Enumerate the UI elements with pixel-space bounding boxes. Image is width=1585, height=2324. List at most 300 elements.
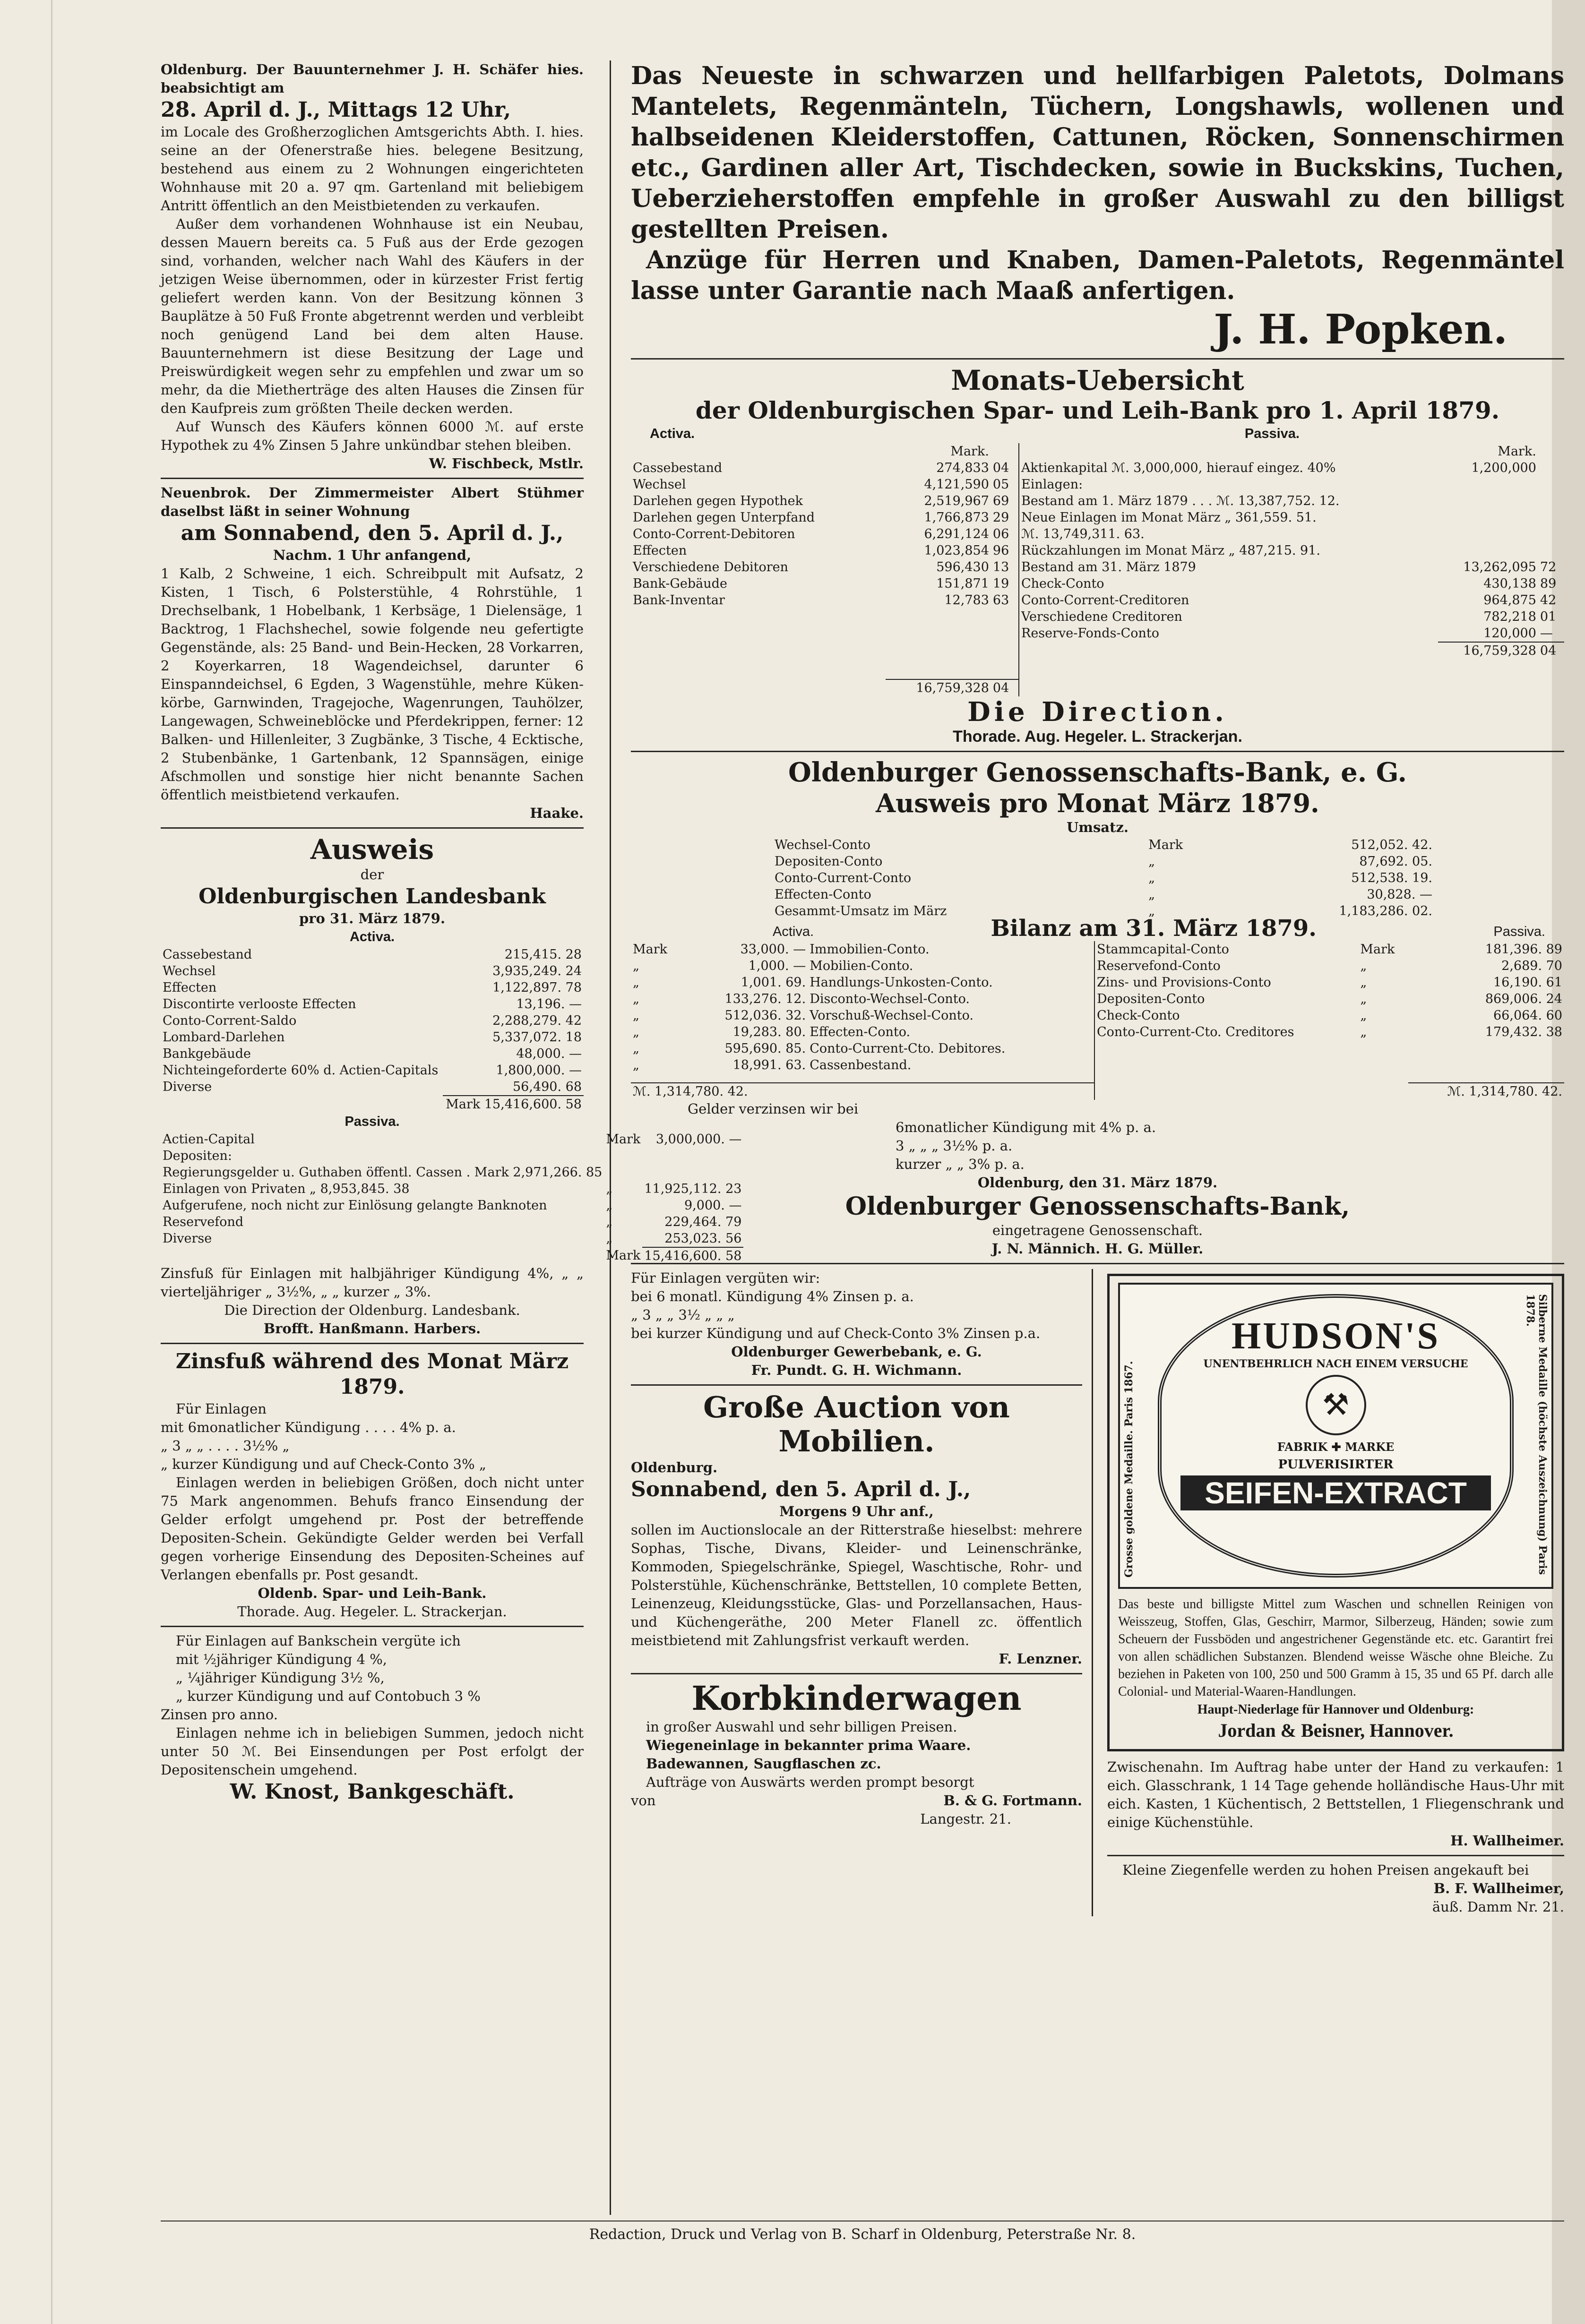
table-cell: Darlehen gegen Hypothek: [633, 494, 803, 508]
table-cell: Bestand am 1. März 1879 . . . ℳ. 13,387,752. 12.: [1021, 494, 1340, 508]
table-cell: 29: [992, 510, 1009, 525]
table-cell: 1,766,873: [924, 510, 989, 525]
logo-title: HUDSON'S: [1232, 1315, 1440, 1357]
table-cell: Wechsel: [633, 477, 686, 492]
table-row: [631, 509, 1018, 526]
activa-heading: Activa.: [349, 929, 395, 944]
ziegen-address: äuß. Damm Nr. 21.: [1432, 1899, 1564, 1915]
ad-signature: W. Fischbeck, Mstlr.: [429, 455, 584, 472]
table-row: [161, 996, 584, 1012]
ad-signature: Haake.: [530, 805, 584, 821]
signatories: Brofft. Hanßmann. Harbers.: [263, 1321, 481, 1337]
signatories: Fr. Pundt. G. H. Wichmann.: [751, 1362, 962, 1378]
gewerbe-line: bei kurzer Kündigung und auf Check-Conto 3% Zinsen p.a.: [631, 1325, 1041, 1341]
table-cell: „: [1360, 1025, 1367, 1039]
table-cell: 16,190. 61: [1493, 975, 1562, 990]
table-row: [631, 1057, 1094, 1073]
table-cell: 229,464. 79: [664, 1215, 742, 1229]
passiva-heading: Passiva.: [345, 1114, 400, 1129]
gen-sub: eingetragene Genossenschaft.: [992, 1222, 1203, 1238]
table-cell: Reservefond-Conto: [1097, 959, 1221, 973]
rates-line: „ kurzer Kündigung und auf Check-Conto 3% „: [161, 1456, 486, 1472]
table-cell: Neue Einlagen im Monat März „ 361,559. 51.: [1021, 510, 1317, 525]
monthly-activa-table: [631, 443, 1018, 696]
table-cell: [1438, 476, 1538, 493]
table-row: [631, 493, 1018, 509]
table-row: [161, 979, 584, 996]
gewerbe-line: bei 6 monatl. Kündigung 4% Zinsen p. a.: [631, 1288, 914, 1304]
table-cell: „: [1148, 871, 1155, 885]
table-cell: Gesammt-Umsatz im März: [775, 904, 947, 918]
gewerbebank-ad: [631, 1269, 1082, 1380]
table-row: [631, 559, 1018, 575]
table-cell: 72: [1540, 560, 1557, 575]
table-cell: Effecten: [633, 543, 687, 558]
ad-schaefer: [161, 60, 584, 473]
table-cell: Wechsel: [163, 964, 216, 978]
popken-ad: [631, 60, 1564, 353]
korb-line: Badewannen, Saugflaschen zc.: [646, 1756, 881, 1772]
hudson-body: Das beste und billigste Mittel zum Waschen und schnellen Reinigen von Weisszeug, Stoffen, Glas, Geschirr, Marmor, Silberzeug, Händen; sowie zum Scheuern der Fussböden und angestrichener Gegenstände etc. etc. Garantirt frei von allen schädlichen Substanzen. Blendend weisse Wäsche ohne Bleiche. Zu beziehen in Paketen von 100, 250 und 500 Gramm à 15, 35 und 65 Pf. darch alle Colonial- und Material-Waaren-Handlungen.: [1118, 1597, 1553, 1699]
table-cell: Verschiedene Debitoren: [633, 560, 789, 575]
table-cell: [1538, 542, 1564, 559]
auction-place: Oldenburg.: [631, 1459, 718, 1475]
table-row: [161, 1079, 584, 1096]
total-row: 16,759,328 04: [1019, 642, 1564, 659]
table-cell: Conto-Current-Cto. Creditores: [1097, 1025, 1294, 1039]
table-cell: 63: [992, 593, 1009, 608]
table-cell: ℳ. 13,749,311. 63.: [1021, 527, 1145, 541]
knost-line: „ ¼jähriger Kündigung 3½ %,: [176, 1670, 385, 1686]
popken-text: Das Neueste in schwarzen und hellfarbigen Paletots, Dolmans Mantelets, Regenmänteln, Tüchern, Longshawls, wollenen und halbseidenen Kleiderstoffen, Cattunen, Röcken, Sonnenschirmen etc., Gardinen aller Art, Tischdecken, sowie in Buckskins, Tuchen, Ueberzieherstoffen empfehle in großer Auswahl zu den billigst gestellten Preisen.: [631, 61, 1564, 244]
imprint: Redaction, Druck und Verlag von B. Scharf in Oldenburg, Peterstraße Nr. 8.: [161, 2221, 1564, 2243]
umsatz-heading: Umsatz.: [1066, 819, 1129, 835]
medal-text-left: Grosse goldene Medaille. Paris 1867.: [1123, 1361, 1135, 1578]
table-cell: Regierungsgelder u. Guthaben öffentl. Cassen . Mark 2,971,266. 85: [163, 1165, 603, 1180]
table-cell: Disconto-Wechsel-Conto.: [810, 992, 970, 1006]
gen-rate-line: kurzer „ „ 3% p. a.: [896, 1156, 1025, 1172]
table-cell: 1,001. 69.: [741, 975, 806, 990]
col-head-mark: Mark.: [1498, 444, 1536, 459]
table-row: [1095, 1007, 1564, 1024]
table-cell: Discontirte verlooste Effecten: [163, 997, 356, 1012]
table-row: [1019, 493, 1564, 509]
korb-name: B. & G. Fortmann.: [943, 1792, 1082, 1809]
spar-rates: [161, 1349, 584, 1621]
statement-der: der: [360, 866, 384, 883]
table-cell: Conto-Current-Cto. Debitores.: [810, 1041, 1006, 1056]
table-row: [773, 837, 1434, 853]
bank-name: Oldenb. Spar- und Leih-Bank.: [258, 1585, 487, 1601]
divider: [631, 1263, 1564, 1264]
gen-rate-line: 3 „ „ „ 3½% p. a.: [896, 1138, 1013, 1154]
table-cell: Rückzahlungen im Monat März „ 487,215. 91.: [1021, 543, 1320, 558]
table-cell: 1,800,000. —: [496, 1063, 582, 1078]
table-row: [631, 958, 1094, 974]
col-head-mark: Mark.: [950, 444, 989, 459]
table-cell: 2,288,279. 42: [492, 1013, 582, 1028]
interest-note: Zinsfuß für Einlagen mit halbjähriger Kündigung 4%, „ „ vierteljähriger „ 3½%, „ „ kurzer „ 3%.: [161, 1265, 584, 1300]
table-cell: 274,833: [936, 461, 989, 475]
zwischenahn-signature: H. Wallheimer.: [1450, 1833, 1564, 1849]
ad-head: Neuenbrok. Der Zimmermeister Albert Stühmer daselbst läßt in seiner Wohnung: [161, 485, 584, 519]
korb-address: Langestr. 21.: [920, 1811, 1011, 1827]
table-cell: Immobilien-Conto.: [810, 942, 930, 957]
divider: [631, 751, 1564, 752]
table-row: [1019, 592, 1564, 609]
table-cell: „: [633, 959, 639, 973]
rates-year: 1879.: [339, 1375, 405, 1399]
table-cell: Handlungs-Unkosten-Conto.: [810, 975, 993, 990]
knost-line: „ kurzer Kündigung und auf Contobuch 3 %: [176, 1688, 481, 1704]
table-row: [1095, 1024, 1564, 1040]
table-cell: Cassebestand: [163, 947, 252, 962]
gen-title: Oldenburger Genossenschafts-Bank, e. G.: [788, 757, 1407, 788]
table-cell: Bank-Inventar: [633, 593, 725, 608]
table-cell: Conto-Corrent-Creditoren: [1021, 593, 1189, 608]
korb-von: von: [631, 1792, 656, 1809]
divider: [161, 1626, 584, 1627]
table-cell: „: [633, 1008, 639, 1023]
knost-line: mit ½jähriger Kündigung 4 %,: [176, 1651, 388, 1667]
divider: [161, 827, 584, 829]
table-row: [631, 1040, 1094, 1057]
table-cell: 2,689. 70: [1501, 959, 1562, 973]
table-row: [161, 1046, 584, 1062]
table-cell: Darlehen gegen Unterpfand: [633, 510, 815, 525]
ad-stuehmer: [161, 484, 584, 823]
table-cell: 6,291,124: [924, 527, 989, 541]
table-cell: —: [1540, 626, 1553, 641]
table-cell: 33,000. —: [740, 942, 806, 957]
table-cell: Wechsel-Conto: [775, 838, 871, 852]
activa-heading: Activa.: [650, 426, 695, 441]
table-cell: 96: [992, 543, 1009, 558]
table-row: [773, 886, 1434, 903]
table-row: [1019, 575, 1564, 592]
table-cell: 06: [992, 527, 1009, 541]
table-cell: 13: [992, 560, 1009, 575]
auction-title: Große Auction von Mobilien.: [703, 1390, 1010, 1458]
rates-line: mit 6monatlicher Kündigung . . . . 4% p. a.: [161, 1419, 456, 1435]
table-cell: 869,006. 24: [1485, 992, 1562, 1006]
table-cell: „: [606, 1182, 613, 1196]
monthly-title: Monats-Uebersicht: [951, 364, 1244, 396]
table-cell: „: [633, 1058, 639, 1072]
table-cell: „: [1148, 887, 1155, 902]
table-cell: 596,430: [936, 560, 989, 575]
gewerbe-line: Für Einlagen vergüten wir:: [631, 1270, 820, 1286]
table-cell: 215,415. 28: [504, 947, 582, 962]
table-cell: [1538, 526, 1564, 542]
table-cell: 18,991. 63.: [732, 1058, 806, 1072]
table-cell: Mark: [606, 1132, 641, 1147]
table-row: [1095, 941, 1564, 958]
table-cell: [1438, 542, 1538, 559]
table-cell: [1538, 509, 1564, 526]
table-cell: Verschiedene Creditoren: [1021, 609, 1182, 624]
ziegen-name: B. F. Wallheimer,: [1433, 1880, 1564, 1896]
table-cell: 1,183,286. 02.: [1339, 904, 1432, 918]
ad-time: Nachm. 1 Uhr anfangend,: [273, 547, 472, 563]
logo-bottom: SEIFEN-EXTRACT: [1180, 1475, 1491, 1510]
table-row: [773, 870, 1434, 886]
table-cell: 782,218: [1483, 609, 1536, 624]
table-cell: Bank-Gebäude: [633, 576, 727, 591]
signatories: Thorade. Aug. Hegeler. L. Strackerjan.: [953, 728, 1242, 746]
ad-date: am Sonnabend, den 5. April d. J.,: [181, 521, 564, 545]
logo-mark: FABRIK ✚ MARKE: [1277, 1440, 1395, 1454]
table-cell: 964,875: [1483, 593, 1536, 608]
table-cell: Effecten-Conto: [775, 887, 871, 902]
table-cell: 19: [992, 576, 1009, 591]
table-cell: Bestand am 31. März 1879: [1021, 560, 1196, 575]
table-row: [1019, 559, 1564, 575]
table-cell: „: [606, 1198, 613, 1213]
rates-line: Für Einlagen: [176, 1401, 267, 1417]
table-row: [161, 946, 584, 963]
table-cell: „: [1148, 854, 1155, 869]
table-cell: Depositen-Conto: [775, 854, 883, 869]
korb-line: in großer Auswahl und sehr billigen Preisen.: [646, 1719, 957, 1735]
table-cell: 19,283. 80.: [732, 1025, 806, 1039]
gen-rate-line: 6monatlicher Kündigung mit 4% p. a.: [896, 1119, 1156, 1135]
table-row: [631, 974, 1094, 991]
korb-line: Aufträge von Auswärts werden prompt besorgt: [646, 1774, 974, 1790]
monthly-subtitle: der Oldenburgischen Spar- und Leih-Bank pro 1. April 1879.: [695, 396, 1500, 424]
table-cell: „: [633, 992, 639, 1006]
table-cell: Conto-Corrent-Saldo: [163, 1013, 297, 1028]
table-cell: Mark: [633, 942, 668, 957]
signatories: J. N. Männich. H. G. Müller.: [991, 1241, 1204, 1257]
table-cell: Reserve-Fonds-Conto: [1021, 626, 1159, 641]
table-cell: 120,000: [1483, 626, 1536, 641]
table-cell: 512,036. 32.: [724, 1008, 806, 1023]
table-cell: 253,023. 56: [664, 1231, 742, 1246]
activa-table: [161, 946, 584, 1113]
ad-body: 1 Kalb, 2 Schweine, 1 eich. Schreibpult mit Aufsatz, 2 Kisten, 1 Tisch, 6 Polsterstühle, 4 Rohrstühle, 1 Drechselbank, 1 Hobelbank, 1 Kerbsäge, 1 Dielensäge, 1 Backtrog, 1 Flachshechel, sowie folgende neu gefertigte Gegenstände, als: 25 Band- und Bein-Hecken, 28 Vorkarren, 2 Koyerkarren, 18 Wagendeichsel, darunter 6 Einspanndeichsel, 6 Egden, 3 Wagenstühle, mehre Küken-körbe, Garnwinden, Tragejoche, Wagenrungen, Tauhölzer, Langewagen, Schweineblöcke und Pferdekrippen, ferner: 12 Balken- und Hillenleiter, 3 Zugbänke, 3 Tische, 4 Ecktische, 2 Stubenbänke, 1 Gartenbank, 12 Spannsägen, einige Afschmollen und sonstige hier nicht benannte Sachen öffentlich meistbietend verkaufen.: [161, 566, 584, 803]
table-row: [1019, 476, 1564, 493]
table-cell: Aktienkapital ℳ. 3,000,000, hierauf eingez. 40%: [1021, 461, 1336, 475]
table-cell: Bankgebäude: [163, 1046, 251, 1061]
divider: [631, 358, 1564, 360]
ad-body-2: Außer dem vorhandenen Wohnhause ist ein Neubau, dessen Mauern bereits ca. 5 Fuß aus der Erde gezogen sind, vorhanden, welcher nach Wahl des Käufers in der jetzigen Weise übernommen, oder in kürzester Frist fertig geliefert werden kann. Von der Besitzung können 3 Bauplätze à 50 Fuß Fronte abgetrennt werden und verbleibt noch genügend Land bei dem alten Hause. Bauunternehmern ist diese Besitzung der Lage und Preiswürdigkeit wegen sehr zu empfehlen und zwar um so mehr, da die Mietherträge des alten Hauses die Zinsen für den Kaufpreis zum größten Theile decken werden.: [161, 216, 584, 416]
monthly-passiva-table: [1019, 443, 1564, 659]
knost-line: Für Einlagen auf Bankschein vergüte ich: [176, 1633, 461, 1649]
table-cell: 1,200,000: [1471, 461, 1536, 475]
passiva-heading: Passiva.: [1244, 426, 1300, 441]
gen-place-date: Oldenburg, den 31. März 1879.: [977, 1175, 1218, 1191]
auction-time: Morgens 9 Uhr anf.,: [779, 1503, 934, 1519]
table-cell: Lombard-Darlehen: [163, 1030, 285, 1045]
table-cell: „: [1360, 959, 1367, 973]
korb-title: Korbkinderwagen: [691, 1679, 1022, 1718]
auction-body: sollen im Auctionslocale an der Ritterstraße hieselbst: mehrere Sophas, Tische, Divans, Kleider- und Leinenschränke, Kommoden, Spiegelschränke, Spiegel, Waschtische, Rohr- und Polsterstühle, Küchenschränke, Bettstellen, 10 complete Betten, Leinenzeug, Kleidungsstücke, Glas- und Porzellansachen, Haus- und Küchengeräthe, 200 Meter Flanell zc. öffentlich meistbietend mit Zahlungsfrist verkauft werden.: [631, 1522, 1082, 1648]
table-cell: 42: [1540, 593, 1557, 608]
table-cell: [1538, 476, 1564, 493]
table-row: [631, 575, 1018, 592]
auction-date: Sonnabend, den 5. April d. J.,: [631, 1477, 971, 1501]
table-cell: 12,783: [944, 593, 989, 608]
ad-body: im Locale des Großherzoglichen Amtsgerichts Abth. I. hies. seine an der Ofenerstraße hies. belegene Besitzung, bestehend aus einem zu 2 Wohnungen eingerichteten Wohnhause mit 20 a. 97 qm. Gartenland mit beliebigem Antritt öffentlich an den Meistbietenden zu verkaufen.: [161, 124, 584, 214]
table-cell: Mark: [1148, 838, 1183, 852]
gen-subtitle: Ausweis pro Monat März 1879.: [876, 788, 1319, 818]
logo-sub: PULVERISIRTER: [1278, 1458, 1394, 1472]
direction: Die Direction der Oldenburg. Landesbank.: [224, 1302, 520, 1318]
table-cell: 56,490. 68: [513, 1080, 582, 1094]
table-row: [631, 476, 1018, 493]
table-row: [631, 526, 1018, 542]
table-cell: 1,000. —: [748, 959, 806, 973]
table-cell: 87,692. 05.: [1359, 854, 1432, 869]
table-cell: Effecten-Conto.: [810, 1025, 911, 1039]
total-row: ℳ. 1,314,780. 42.: [1095, 1083, 1564, 1100]
rates-title: Zinsfuß während des Monat März: [175, 1349, 569, 1373]
hudson-name: Jordan & Beisner, Hannover.: [1218, 1720, 1454, 1741]
bank-name: Oldenburgischen Landesbank: [198, 884, 546, 909]
rates-body: Einlagen werden in beliebigen Größen, doch nicht unter 75 Mark angenommen. Behufs franco Einsendung der Gelder erfolgt umgehend pr. Post der betreffende Depositen-Schein. Gekündigte Gelder werden bei Verfall gegen vorherige Einsendung des Depositen-Scheines auf Verlangen ebenfalls pr. Post gesandt.: [161, 1475, 584, 1583]
auction-ad: [631, 1390, 1082, 1668]
total-row: ℳ. 1,314,780. 42.: [631, 1083, 1094, 1100]
table-cell: 1,023,854: [924, 543, 989, 558]
table-cell: 9,000. —: [684, 1198, 742, 1213]
table-cell: [1538, 460, 1564, 476]
table-cell: Check-Conto: [1097, 1008, 1180, 1023]
popken-signature: J. H. Popken.: [1214, 306, 1507, 353]
table-cell: 11,925,112. 23: [644, 1182, 742, 1196]
logo-slogan: UNENTBEHRLICH NACH EINEM VERSUCHE: [1203, 1358, 1468, 1370]
table-cell: Conto-Current-Conto: [775, 871, 912, 885]
ziegen-body: Kleine Ziegenfelle werden zu hohen Preisen angekauft bei: [1122, 1862, 1529, 1878]
table-cell: Check-Conto: [1021, 576, 1104, 591]
gen-name: Oldenburger Genossenschafts-Bank,: [845, 1192, 1350, 1221]
divider: [161, 1343, 584, 1344]
signatories: Thorade. Aug. Hegeler. L. Strackerjan.: [237, 1604, 507, 1620]
divider: [1107, 1855, 1564, 1856]
hudson-logo: [1118, 1283, 1553, 1589]
direction: Die Direction.: [967, 696, 1228, 728]
table-cell: 2,519,967: [924, 494, 989, 508]
table-cell: Nichteingeforderte 60% d. Actien-Capitals: [163, 1063, 439, 1078]
table-cell: 512,538. 19.: [1351, 871, 1432, 885]
zwischenahn-body: Zwischenahn. Im Auftrag habe unter der Hand zu verkaufen: 1 eich. Glasschrank, 1 14 Tage gehende holländische Haus-Uhr mit eich. Kasten, 1 Küchentisch, 2 Bettstellen, 1 Fliegenschrank und einige Küchenstühle.: [1107, 1759, 1564, 1830]
divider: [631, 1673, 1082, 1674]
right-column: [631, 60, 1564, 2205]
knost-ad: [161, 1632, 584, 1805]
table-row: [1019, 509, 1564, 526]
table-cell: 4,121,590: [924, 477, 989, 492]
table-row: [161, 963, 584, 979]
ad-date: 28. April d. J., Mittags 12 Uhr,: [161, 98, 511, 122]
table-cell: 512,052. 42.: [1351, 838, 1432, 852]
trademark-icon: ⚒: [1306, 1375, 1366, 1435]
popken-text-2: Anzüge für Herren und Knaben, Damen-Paletots, Regenmäntel lasse unter Garantie nach Maaß anfertigen.: [631, 246, 1564, 305]
knost-body: Einlagen nehme ich in beliebigen Summen, jedoch nicht unter 50 ℳ. Bei Einsendungen per Post erfolgt der Depositenschein umgehend.: [161, 1725, 584, 1778]
table-cell: Zins- und Provisions-Conto: [1097, 975, 1271, 990]
table-cell: „: [633, 1041, 639, 1056]
auction-signature: F. Lenzner.: [999, 1651, 1082, 1667]
table-cell: [1438, 493, 1538, 509]
passiva-heading: Passiva.: [1493, 924, 1545, 939]
table-row: [631, 542, 1018, 559]
table-cell: Mobilien-Conto.: [810, 959, 913, 973]
genossenschaft-statement: [631, 757, 1564, 1258]
table-cell: Mark: [1360, 942, 1395, 957]
table-row: [1095, 958, 1564, 974]
table-cell: 48,000. —: [516, 1046, 582, 1061]
table-cell: [1438, 509, 1538, 526]
table-cell: [1438, 526, 1538, 542]
table-row: [631, 1024, 1094, 1040]
gen-rate-line: Gelder verzinsen wir bei: [688, 1101, 859, 1117]
table-cell: 89: [1540, 576, 1557, 591]
table-cell: „: [1148, 904, 1155, 918]
rates-line: „ 3 „ „ . . . . 3½% „: [161, 1438, 290, 1454]
gewerbe-line: „ 3 „ „ 3½ „ „ „: [631, 1307, 735, 1323]
total-row: Mark 15,416,600. 58: [161, 1247, 743, 1264]
table-cell: 13,196. —: [516, 997, 582, 1012]
table-cell: Reservefond: [163, 1215, 244, 1229]
table-cell: Einlagen von Privaten „ 8,953,845. 38: [163, 1182, 410, 1196]
table-row: [1019, 526, 1564, 542]
table-cell: 430,138: [1483, 576, 1536, 591]
spar-monthly: [631, 364, 1564, 746]
total-row: Mark 15,416,600. 58: [161, 1096, 584, 1113]
table-row: [1019, 460, 1564, 476]
table-cell: Cassebestand: [633, 461, 723, 475]
table-row: [1095, 974, 1564, 991]
table-row: [1019, 542, 1564, 559]
statement-title: Ausweis: [310, 833, 434, 866]
table-cell: 179,432. 38: [1485, 1025, 1562, 1039]
table-cell: 69: [992, 494, 1009, 508]
table-cell: 181,396. 89: [1485, 942, 1562, 957]
table-cell: 04: [992, 461, 1009, 475]
ad-body-3: Auf Wunsch des Käufers können 6000 ℳ. auf erste Hypothek zu 4% Zinsen 5 Jahre unkündbar stehen bleiben.: [161, 419, 584, 453]
table-row: [161, 1012, 584, 1029]
table-cell: 595,690. 85.: [724, 1041, 806, 1056]
table-cell: Depositen-Conto: [1097, 992, 1205, 1006]
table-cell: Conto-Corrent-Debitoren: [633, 527, 795, 541]
table-cell: Vorschuß-Wechsel-Conto.: [810, 1008, 973, 1023]
fold-line: [51, 0, 52, 2324]
table-cell: „: [633, 1025, 639, 1039]
zwischenahn-ad: [1107, 1758, 1564, 1850]
table-cell: „: [606, 1215, 613, 1229]
table-cell: 133,276. 12.: [724, 992, 806, 1006]
table-cell: „: [1360, 1008, 1367, 1023]
bilanz-activa-table: [631, 941, 1094, 1100]
table-cell: 151,871: [936, 576, 989, 591]
table-row: [631, 592, 1018, 609]
table-row: [773, 853, 1434, 870]
bilanz-passiva-table: [1095, 941, 1564, 1100]
table-cell: 66,064. 60: [1493, 1008, 1562, 1023]
bilanz-heading: Bilanz am 31. März 1879.: [991, 915, 1317, 942]
medal-text-right: Silberne Medaille (höchste Auszeichnung) Paris 1878.: [1524, 1294, 1549, 1575]
table-row: [161, 1062, 584, 1079]
table-row: [631, 460, 1018, 476]
table-cell: „: [1360, 975, 1367, 990]
hudson-depot: Haupt-Niederlage für Hannover und Oldenburg:: [1197, 1702, 1474, 1717]
table-cell: „: [633, 975, 639, 990]
table-cell: 30,828. —: [1367, 887, 1432, 902]
table-row: [1019, 625, 1564, 642]
table-cell: 3,935,249. 24: [492, 964, 582, 978]
statement-date: pro 31. März 1879.: [299, 910, 446, 926]
table-cell: 1,122,897. 78: [492, 980, 582, 995]
table-cell: Actien-Capital: [163, 1132, 255, 1147]
